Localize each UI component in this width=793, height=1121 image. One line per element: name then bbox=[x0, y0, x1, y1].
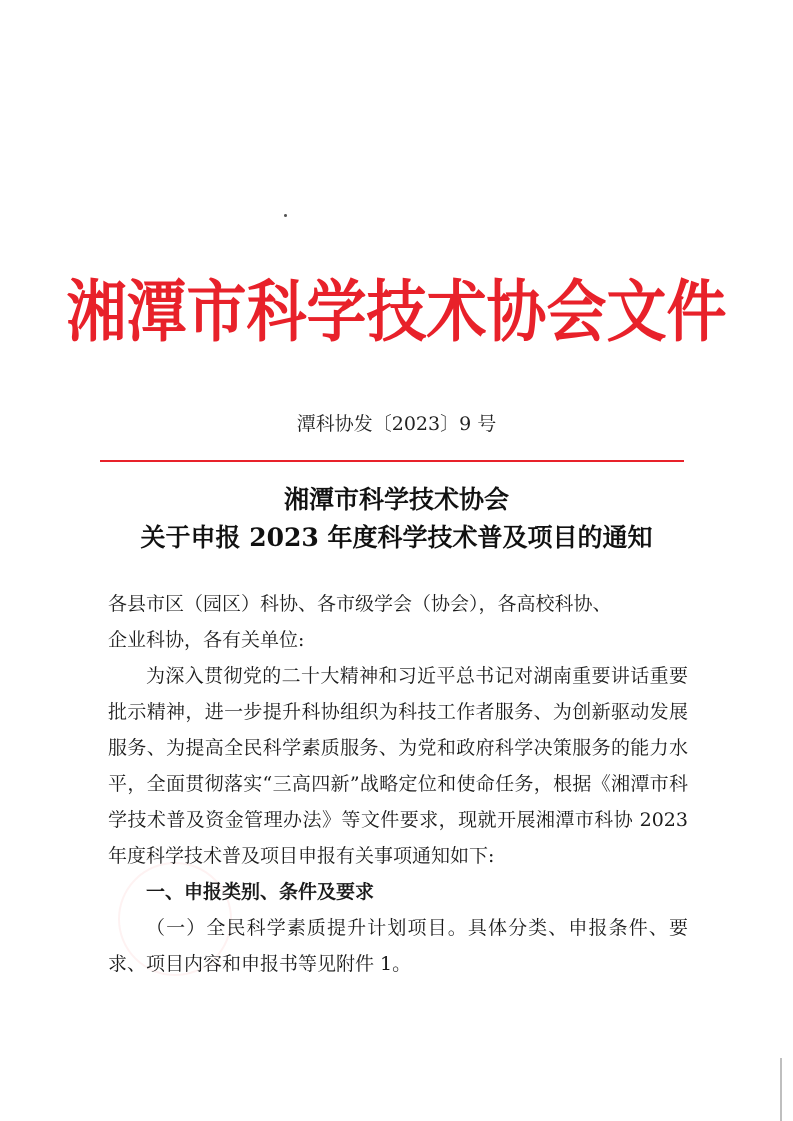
masthead-title: 湘潭市科学技术协会文件 bbox=[66, 273, 727, 352]
body-paragraph-1: 为深入贯彻党的二十大精神和习近平总书记对湖南重要讲话重要批示精神，进一步提升科协组织为科技工作者服务、为创新驱动发展服务、为提高全民科学素质服务、为党和政府科学决策服务的能力水平，全面贯彻落实“三高四新”战略定位和使命任务，根据《湘潭市科学技术普及资金管理办法》等文件要求，现就开展湘潭市科协 2023 年度科学技术普及项目申报有关事项通知如下: bbox=[108, 665, 688, 867]
salutation-line-1: 各县市区（园区）科协、各市级学会（协会），各高校科协、 bbox=[108, 593, 612, 615]
red-divider-line bbox=[100, 460, 684, 462]
salutation-line-2: 企业科协，各有关单位: bbox=[108, 629, 305, 651]
document-number: 潭科协发〔2023〕9 号 bbox=[296, 413, 497, 435]
scan-edge-mark bbox=[780, 1058, 782, 1121]
notice-body bbox=[108, 586, 688, 982]
body-paragraph-2: （一）全民科学素质提升计划项目。具体分类、申报条件、要求、项目内容和申报书等见附件 1。 bbox=[108, 917, 688, 975]
notice-title-line-1: 湘潭市科学技术协会 bbox=[283, 485, 509, 514]
notice-title-line-2: 关于申报 2023 年度科学技术普及项目的通知 bbox=[140, 523, 653, 552]
notice-title bbox=[0, 481, 793, 557]
scan-speck bbox=[284, 214, 287, 217]
section-heading-1: 一、申报类别、条件及要求 bbox=[146, 881, 375, 903]
